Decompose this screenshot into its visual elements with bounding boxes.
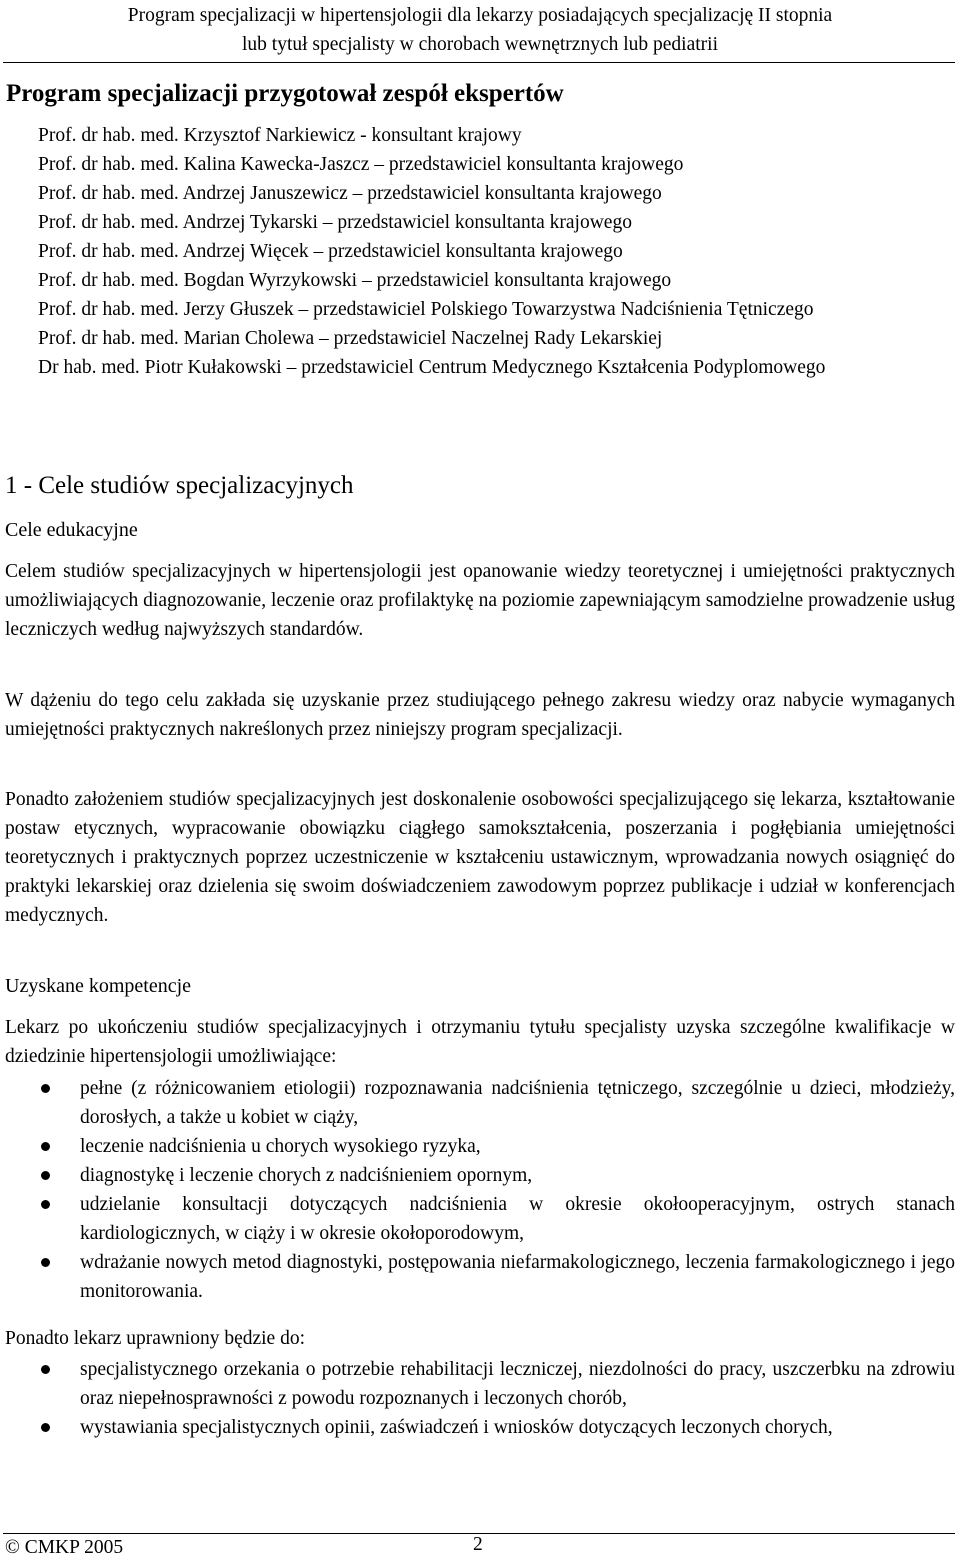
goals-paragraph-2: W dążeniu do tego celu zakłada się uzyskanie przez studiującego pełnego zakresu wiedzy oraz nabycie wymaganych umiejętności praktycznych nakreślonych przez niniejszy program specjalizacji.	[5, 690, 955, 740]
running-header	[0, 0, 960, 59]
entitlement-item: wystawiania specjalistycznych opinii, zaświadczeń i wniosków dotyczących leczonych chorych,	[0, 1413, 955, 1442]
expert-item: Prof. dr hab. med. Andrzej Januszewicz – przedstawiciel konsultanta krajowego	[38, 183, 662, 204]
experts-list	[38, 121, 938, 382]
expert-item: Prof. dr hab. med. Jerzy Głuszek – przedstawiciel Polskiego Towarzystwa Nadciśnienia Tętniczego	[38, 299, 814, 320]
bullet-icon	[41, 1171, 50, 1180]
bullet-icon	[41, 1258, 50, 1267]
expert-item: Prof. dr hab. med. Bogdan Wyrzykowski – przedstawiciel konsultanta krajowego	[38, 270, 672, 291]
competences-heading: Uzyskane kompetencje	[5, 975, 192, 997]
expert-item: Prof. dr hab. med. Marian Cholewa – przedstawiciel Naczelnej Rady Lekarskiej	[38, 328, 663, 349]
expert-item: Prof. dr hab. med. Kalina Kawecka-Jaszcz – przedstawiciel konsultanta krajowego	[38, 154, 684, 175]
competence-item: leczenie nadciśnienia u chorych wysokiego ryzyka,	[0, 1132, 955, 1161]
goals-heading: Cele edukacyjne	[5, 519, 138, 541]
entitlements-intro: Ponadto lekarz uprawniony będzie do:	[5, 1328, 305, 1349]
goals-paragraph-1: Celem studiów specjalizacyjnych w hipertensjologii jest opanowanie wiedzy teoretycznej i umiejętności praktycznych umożliwiających diagnozowanie, leczenie oraz profilaktykę na poziomie zapewniającym samodzielne prowadzenie usług leczniczych według najwyższych standardów.	[5, 561, 955, 640]
competences-intro: Lekarz po ukończeniu studiów specjalizacyjnych i otrzymaniu tytułu specjalisty uzyska szczególne kwalifikacje w dziedzinie hipertensjologii umożliwiające:	[5, 1017, 955, 1067]
footer-copyright: © CMKP 2005	[5, 1537, 124, 1558]
header-line-2: lub tytuł specjalisty w chorobach wewnętrznych lub pediatrii	[242, 34, 718, 55]
expert-item: Prof. dr hab. med. Andrzej Tykarski – przedstawiciel konsultanta krajowego	[38, 212, 632, 233]
expert-item: Prof. dr hab. med. Krzysztof Narkiewicz - konsultant krajowy	[38, 125, 522, 146]
page-number: 2	[473, 1534, 483, 1555]
bullet-icon	[41, 1200, 50, 1209]
competence-item: wdrażanie nowych metod diagnostyki, postępowania niefarmakologicznego, leczenia farmakologicznego i jego monitorowania.	[0, 1248, 955, 1306]
header-line-1: Program specjalizacji w hipertensjologii dla lekarzy posiadających specjalizację II stopnia	[127, 5, 833, 26]
experts-title: Program specjalizacji przygotował zespół ekspertów	[6, 80, 564, 107]
entitlement-item: specjalistycznego orzekania o potrzebie rehabilitacji leczniczej, niezdolności do pracy, uszczerbku na zdrowiu oraz niepełnosprawności z powodu rozpoznanych i leczonych chorób,	[0, 1355, 955, 1413]
competence-item: diagnostykę i leczenie chorych z nadciśnieniem opornym,	[0, 1161, 955, 1190]
expert-item: Prof. dr hab. med. Andrzej Więcek – przedstawiciel konsultanta krajowego	[38, 241, 623, 262]
bullet-icon	[41, 1423, 50, 1432]
competence-item: udzielanie konsultacji dotyczących nadciśnienia w okresie okołooperacyjnym, ostrych stanach kardiologicznych, w ciąży i w okresie okołoporodowym,	[0, 1190, 955, 1248]
bullet-icon	[41, 1142, 50, 1151]
goals-paragraph-3: Ponadto założeniem studiów specjalizacyjnych jest doskonalenie osobowości specjalizującego się lekarza, kształtowanie postaw etycznych, wypracowanie obowiązku ciągłego samokształcenia, poszerzania i pogłębiania umiejętności teoretycznych i praktycznych poprzez uczestniczenie w kształceniu ustawicznym, wprowadzania nowych osiągnięć do praktyki lekarskiej oraz dzielenia się swoim doświadczeniem zawodowym poprzez publikacje i udział w konferencjach medycznych.	[5, 789, 955, 926]
header-divider	[3, 62, 955, 63]
expert-item: Dr hab. med. Piotr Kułakowski – przedstawiciel Centrum Medycznego Kształcenia Podyplomowego	[38, 357, 826, 378]
bullet-icon	[41, 1365, 50, 1374]
entitlements-list	[0, 1355, 955, 1442]
competence-item: pełne (z różnicowaniem etiologii) rozpoznawania nadciśnienia tętniczego, szczególnie u dzieci, młodzieży, dorosłych, a także u kobiet w ciąży,	[0, 1074, 955, 1132]
competences-list	[0, 1074, 955, 1306]
section-1-title: 1 - Cele studiów specjalizacyjnych	[5, 472, 354, 499]
bullet-icon	[41, 1084, 50, 1093]
